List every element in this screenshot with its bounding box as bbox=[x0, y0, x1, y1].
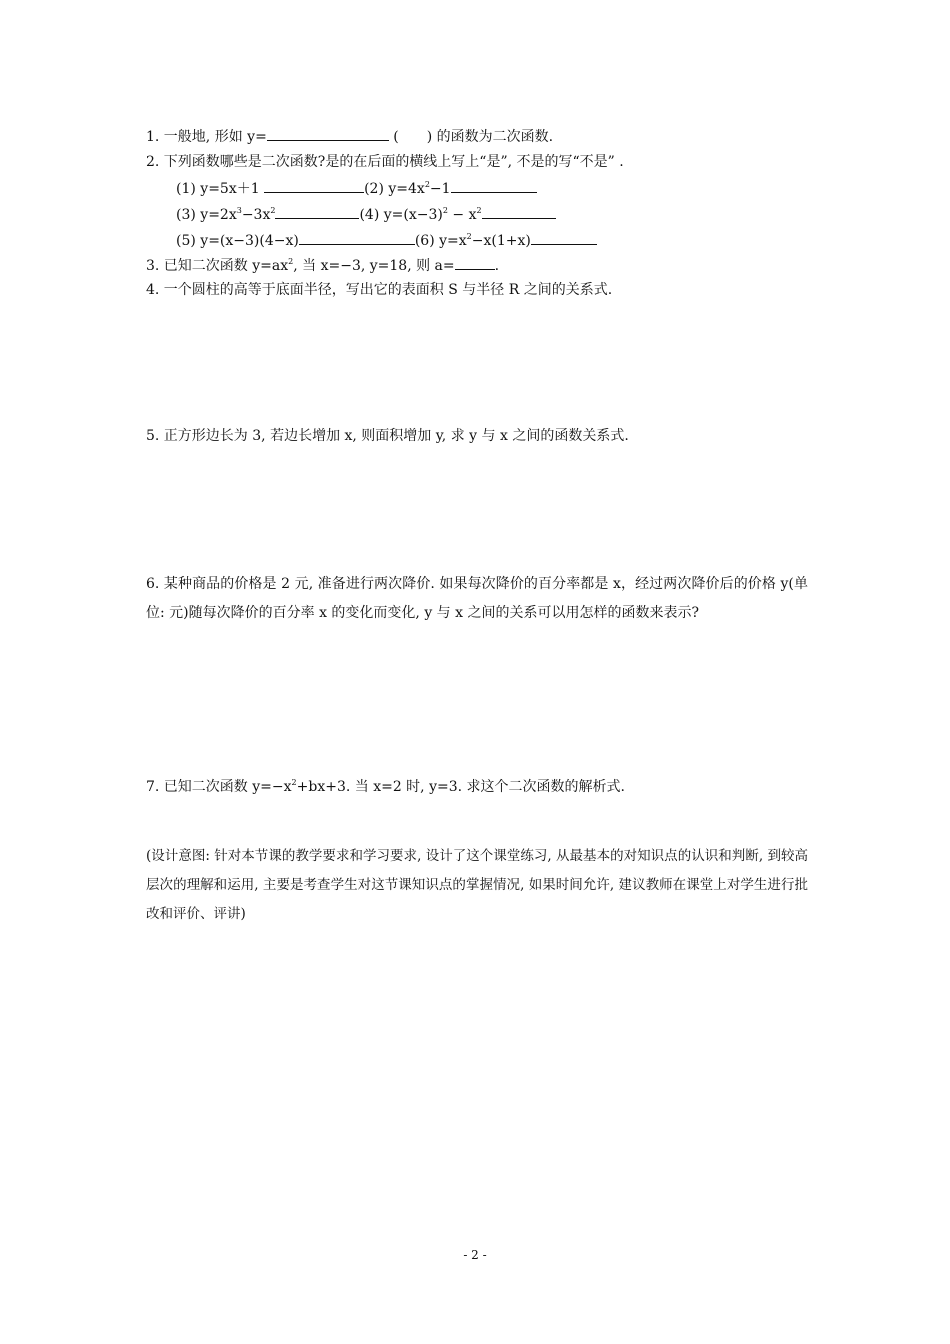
question-6: 6. 某种商品的价格是 2 元, 准备进行两次降价. 如果每次降价的百分率都是 x，经过两次降价后的价格 y(单位: 元)随每次降价的百分率 x 的变化而变化, y 与 x 之间的关系可以用怎样的函数来表示? bbox=[146, 576, 808, 621]
answer-blank bbox=[275, 204, 359, 219]
design-intent-note: (设计意图: 针对本节课的教学要求和学习要求, 设计了这个课堂练习, 从最基本的对知识点的认识和判断, 到较高层次的理解和运用, 主要是考查学生对这节课知识点的掌握情况, 如果时间允许, 建议教师在课堂上对学生进行批改和评价、评讲) bbox=[146, 848, 808, 922]
question-4: 4. 一个圆柱的高等于底面半径，写出它的表面积 S 与半径 R 之间的关系式. bbox=[146, 282, 613, 298]
answer-blank bbox=[264, 178, 364, 193]
answer-blank bbox=[267, 126, 389, 141]
question-2-row-1: (1) y=5x＋1 (2) $y=4x^2-1$ bbox=[176, 178, 537, 199]
question-1: 1. 一般地, 形如 y= ( ) 的函数为二次函数. bbox=[146, 126, 553, 147]
answer-blank bbox=[455, 255, 495, 270]
answer-blank bbox=[299, 230, 415, 245]
question-2-row-3: (5) y=(x−3)(4−x) (6) $y=x^2-x(1+x)$ bbox=[176, 230, 597, 251]
question-5: 5. 正方形边长为 3, 若边长增加 x, 则面积增加 y, 求 y 与 x 之间的函数关系式. bbox=[146, 428, 629, 444]
answer-blank bbox=[531, 230, 597, 245]
answer-blank bbox=[451, 178, 537, 193]
page-number: - 2 - bbox=[463, 1248, 487, 1262]
question-3: 3. 已知二次函数 $y=ax^2$, 当 x=−3, y=18, 则 a= . bbox=[146, 257, 500, 274]
question-2: 2. 下列函数哪些是二次函数?是的在后面的横线上写上“是”, 不是的写“不是” . bbox=[146, 154, 624, 170]
question-2-row-2: (3) $y=2x^3-3x^2$ (4) $y=(x-3)^2 - x^2$ bbox=[176, 204, 556, 225]
question-7: 7. 已知二次函数 $y=-x^2+bx+3$. 当 x=2 时, y=3. 求这个二次函数的解析式. bbox=[146, 778, 625, 795]
answer-blank bbox=[482, 204, 556, 219]
